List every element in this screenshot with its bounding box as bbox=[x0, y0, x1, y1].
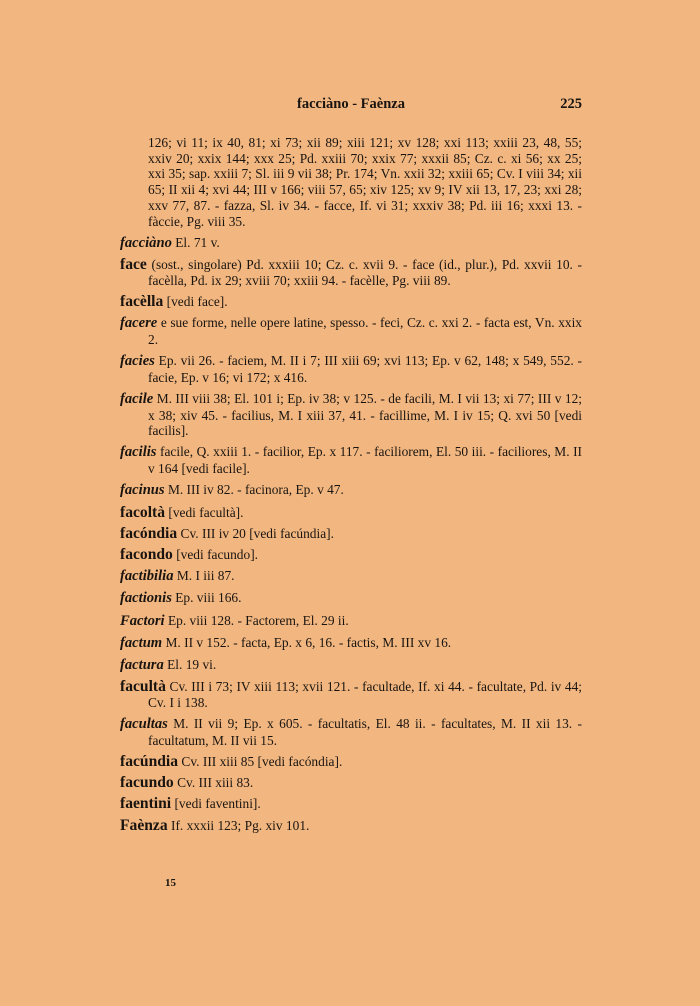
entry-factibilia bbox=[120, 568, 582, 585]
entry-facondo bbox=[120, 547, 582, 563]
entry-headword: facilis bbox=[120, 444, 157, 461]
entry-facinus bbox=[120, 482, 582, 499]
entry-facundo bbox=[120, 775, 582, 791]
entry-text: facile, Q. xxiii 1. - facilior, Ep. x 117. - faciliorem, El. 50 iii. - faciliores, M. II v 164 [vedi facile]. bbox=[148, 444, 582, 477]
entry-headword: facultà bbox=[120, 678, 166, 696]
entry-factura bbox=[120, 657, 582, 674]
entry-factum bbox=[120, 635, 582, 652]
entry-facciano bbox=[120, 235, 582, 252]
entry-text: Ep. viii 166. bbox=[171, 590, 242, 606]
entry-text: Ep. vii 26. - faciem, M. II i 7; III xiii 69; xvi 113; Ep. v 62, 148; x 549, 552. - facie, Ep. v 16; vi 172; x 416. bbox=[148, 352, 582, 385]
entry-text: [vedi faventini]. bbox=[171, 796, 261, 812]
entry-text: If. xxxii 123; Pg. xiv 101. bbox=[167, 817, 310, 833]
entry-text: (sost., singolare) Pd. xxxiii 10; Cz. c. xvii 9. - face (id., plur.), Pd. xxvii 10. - facèlla, Pd. ix 29; xviii 70; xxiii 94. - facèlle, Pg. viii 89. bbox=[146, 256, 582, 288]
entry-headword: facúndia bbox=[120, 753, 179, 770]
entry-text: M. I iii 87. bbox=[173, 568, 235, 584]
entry-headword: facèlla bbox=[120, 292, 164, 310]
entry-headword: facies bbox=[120, 352, 155, 369]
entry-text: Cv. III xiii 83. bbox=[173, 775, 254, 791]
entry-headword: face bbox=[120, 255, 147, 273]
entry-text: M. III iv 82. - facinora, Ep. v 47. bbox=[164, 482, 344, 498]
entry-text: 126; vi 11; ix 40, 81; xi 73; xii 89; xiii 121; xv 128; xxi 113; xxiii 23, 48, 55; xxiv 20; xxix 144; xxx 25; Pd. xxiii 70; xxix 77; xxxii 85; Cz. c. xi 56; xx 25; xxi 35; sap. xxiii 7; Sl. iii 9 vii 38; Pr. 174; Vn. xxii 32; xxiii 65; Cv. I viii 34; xii 65; II xii 4; xvi 44; III v 166; viii 57, 65; xiv 125; xv 9; IV xii 13, 17, 23; xxi 28; xxv 77, 87. - fazza, Sl. iv 34. - facce, If. vi 31; xxxiv 38; Pd. iii 16; xxxi 13. - fàccie, Pg. viii 35. bbox=[148, 135, 582, 229]
entry-headword: factibilia bbox=[120, 568, 174, 585]
signature-mark: 15 bbox=[165, 877, 176, 889]
entry-headword: facile bbox=[120, 390, 154, 407]
entry-headword: facundo bbox=[120, 774, 174, 792]
entry-headword: Factori bbox=[120, 612, 165, 629]
entry-headword: factura bbox=[120, 656, 164, 673]
entry-text: El. 19 vi. bbox=[163, 656, 217, 672]
entry-headword: facere bbox=[120, 315, 158, 332]
entry-text: M. II v 152. - facta, Ep. x 6, 16. - factis, M. III xv 16. bbox=[162, 634, 452, 650]
entry-faentini bbox=[120, 796, 582, 812]
entry-headword: facinus bbox=[120, 482, 165, 499]
entry-face bbox=[120, 257, 582, 288]
entry-text: e sue forme, nelle opere latine, spesso. - feci, Cz. c. xxi 2. - facta est, Vn. xxix 2. bbox=[148, 315, 582, 347]
dictionary-entries bbox=[120, 135, 582, 839]
entry-facies bbox=[120, 353, 582, 385]
entry-facere bbox=[120, 315, 582, 347]
entry-facella bbox=[120, 294, 582, 310]
entry-facundia bbox=[120, 754, 582, 770]
entry-facondia bbox=[120, 526, 582, 542]
page-number: 225 bbox=[560, 96, 582, 112]
entry-headword: facondo bbox=[120, 545, 173, 563]
entry-headword: faentini bbox=[120, 795, 172, 813]
entry-text: Cv. III xiii 85 [vedi facóndia]. bbox=[178, 754, 343, 769]
entry-faenza bbox=[120, 818, 582, 834]
running-head: facciàno - Faènza bbox=[297, 96, 405, 112]
entry-facultas bbox=[120, 716, 582, 748]
entry-factori bbox=[120, 613, 582, 630]
entry-facolta bbox=[120, 505, 582, 521]
entry-headword: facóndia bbox=[120, 524, 178, 542]
entry-continuation bbox=[120, 135, 582, 229]
entry-headword: factionis bbox=[120, 590, 172, 607]
entry-text: El. 71 v. bbox=[171, 234, 220, 250]
entry-text: Cv. III i 73; IV xiii 113; xvii 121. - facultade, If. xi 44. - facultate, Pd. iv 44; Cv. I i 138. bbox=[148, 679, 582, 710]
entry-text: M. II vii 9; Ep. x 605. - facultatis, El. 48 ii. - facultates, M. II xii 13. - facultatum, M. II vii 15. bbox=[148, 716, 582, 748]
entry-text: [vedi facultà]. bbox=[165, 504, 244, 520]
entry-text: M. III viii 38; El. 101 i; Ep. iv 38; v 125. - de facili, M. I vii 13; xi 77; III v 12; x 38; xiv 45. - facilius, M. I xiii 37, 41. - facillime, M. I iv 15; Q. xvi 50 [vedi facilis]. bbox=[148, 390, 582, 439]
entry-headword: facultas bbox=[120, 716, 168, 733]
entry-text: Ep. viii 128. - Factorem, El. 29 ii. bbox=[164, 612, 349, 628]
entry-text: [vedi facundo]. bbox=[172, 546, 259, 562]
entry-headword: facciàno bbox=[120, 234, 172, 251]
entry-headword: factum bbox=[120, 634, 163, 651]
entry-faculta bbox=[120, 679, 582, 710]
entry-text: [vedi face]. bbox=[163, 293, 228, 309]
entry-headword: Faènza bbox=[120, 816, 168, 834]
entry-text: Cv. III iv 20 [vedi facúndia]. bbox=[177, 525, 334, 541]
entry-headword: facoltà bbox=[120, 503, 166, 521]
page-header bbox=[120, 96, 582, 116]
entry-facile bbox=[120, 391, 582, 439]
entry-facilis bbox=[120, 444, 582, 476]
entry-factionis bbox=[120, 590, 582, 607]
